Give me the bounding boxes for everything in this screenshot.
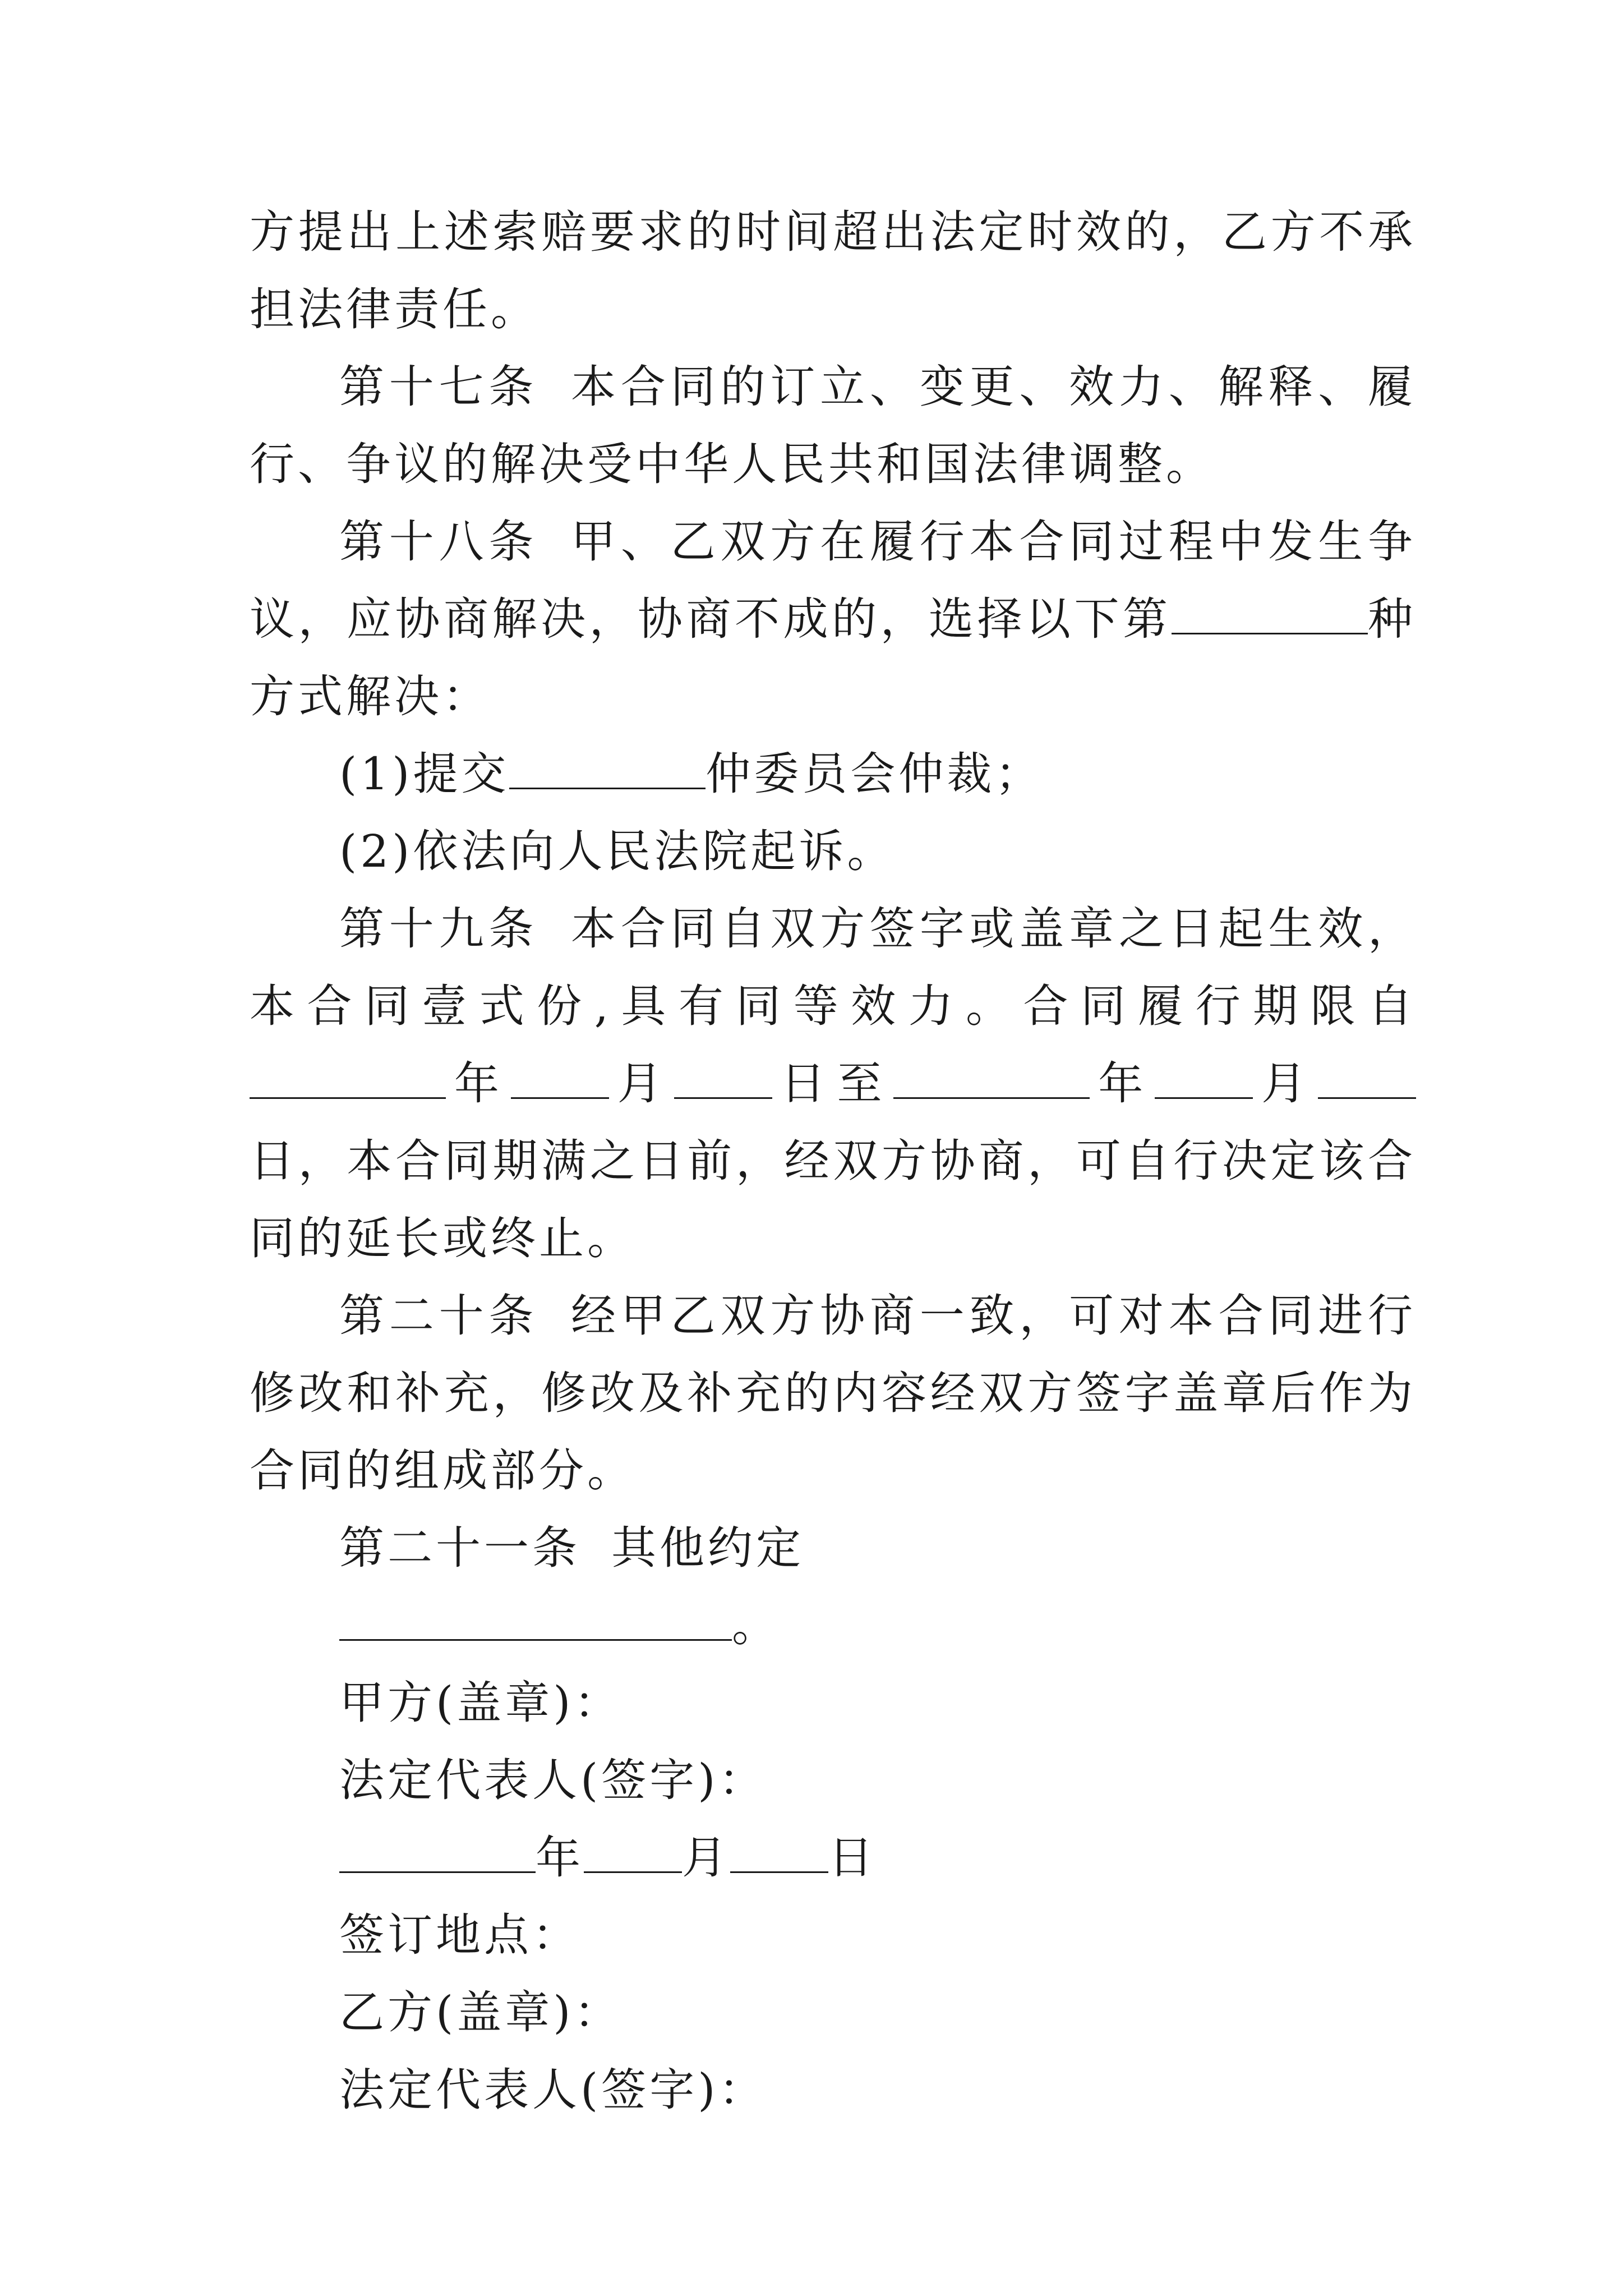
option-2 — [250, 813, 1416, 890]
article-19 — [250, 890, 1416, 1277]
blank-field — [1172, 596, 1368, 634]
article-21 — [250, 1510, 1416, 1587]
article-20 — [250, 1277, 1416, 1510]
blank-field — [1155, 1060, 1253, 1099]
sign-date — [250, 1819, 1416, 1897]
article-body: 其他约定 — [611, 1522, 804, 1574]
year-label: 年 — [1090, 1057, 1155, 1110]
signature-label: 乙方(盖章)： — [339, 1986, 623, 2039]
other-terms-line — [250, 1587, 1416, 1664]
blank-field — [1318, 1060, 1416, 1099]
blank-field — [511, 1060, 609, 1099]
period-mark: 。 — [732, 1599, 780, 1651]
signature-label: 签订地点： — [339, 1909, 580, 1961]
blank-field — [339, 1834, 536, 1873]
article-17 — [250, 348, 1416, 503]
legal-rep-a — [250, 1742, 1416, 1819]
signature-label: 法定代表人(签字)： — [339, 2064, 767, 2116]
blank-field — [674, 1060, 772, 1099]
article-title: 第十八条 — [339, 516, 539, 568]
party-b-seal — [250, 1974, 1416, 2051]
article-18 — [250, 503, 1416, 735]
sign-place — [250, 1897, 1416, 1974]
legal-rep-b — [250, 2051, 1416, 2129]
article-body: 种方式解决： — [250, 593, 1416, 723]
article-body: 甲、乙双方在履行本合同过程中发生争议，应协商解决，协商不成的，选择以下第 — [250, 516, 1417, 645]
article-body: 日，本合同期满之日前，经双方协商，可自行决定该合同的延长或终止。 — [250, 1135, 1416, 1264]
year-label: 年 — [536, 1832, 584, 1884]
paragraph-continuation — [250, 194, 1416, 348]
month-label: 月 — [682, 1832, 730, 1884]
contract-text — [250, 194, 1416, 2129]
paragraph-text: 方提出上述索赔要求的时间超出法定时效的，乙方不承担法律责任。 — [250, 206, 1416, 335]
blank-field — [893, 1060, 1090, 1099]
option-text: (1)提交 — [339, 748, 510, 800]
blank-field — [730, 1834, 828, 1873]
article-body: 经甲乙双方协商一致，可对本合同进行修改和补充，修改及补充的内容经双方签字盖章后作为合同的组成部分。 — [250, 1290, 1417, 1497]
day-label: 日 — [828, 1832, 877, 1884]
article-body: 本合同的订立、变更、效力、解释、履行、争议的解决受中华人民共和国法律调整。 — [250, 361, 1417, 490]
month-label: 月 — [1253, 1057, 1318, 1110]
option-text: 仲委员会仲裁； — [706, 748, 1044, 800]
option-1 — [250, 735, 1416, 813]
article-title: 第二十条 — [339, 1290, 539, 1342]
blank-field — [509, 751, 706, 789]
blank-field — [250, 1060, 446, 1099]
article-title: 第十七条 — [339, 361, 539, 413]
party-a-seal — [250, 1664, 1416, 1742]
signature-label: 甲方(盖章)： — [339, 1677, 623, 1729]
blank-field — [584, 1834, 682, 1873]
article-title: 第十九条 — [339, 903, 539, 955]
blank-field — [339, 1602, 732, 1641]
day-to-label: 日至 — [772, 1057, 894, 1110]
signature-label: 法定代表人(签字)： — [339, 1754, 767, 1806]
month-label: 月 — [608, 1057, 674, 1110]
option-text: (2)依法向人民法院起诉。 — [339, 825, 896, 877]
article-title: 第二十一条 — [339, 1522, 580, 1574]
article-body: 本合同自双方签字或盖章之日起生效，本合同壹式份,具有同等效力。合同履行期限自 — [250, 903, 1417, 1032]
year-label: 年 — [446, 1057, 511, 1110]
